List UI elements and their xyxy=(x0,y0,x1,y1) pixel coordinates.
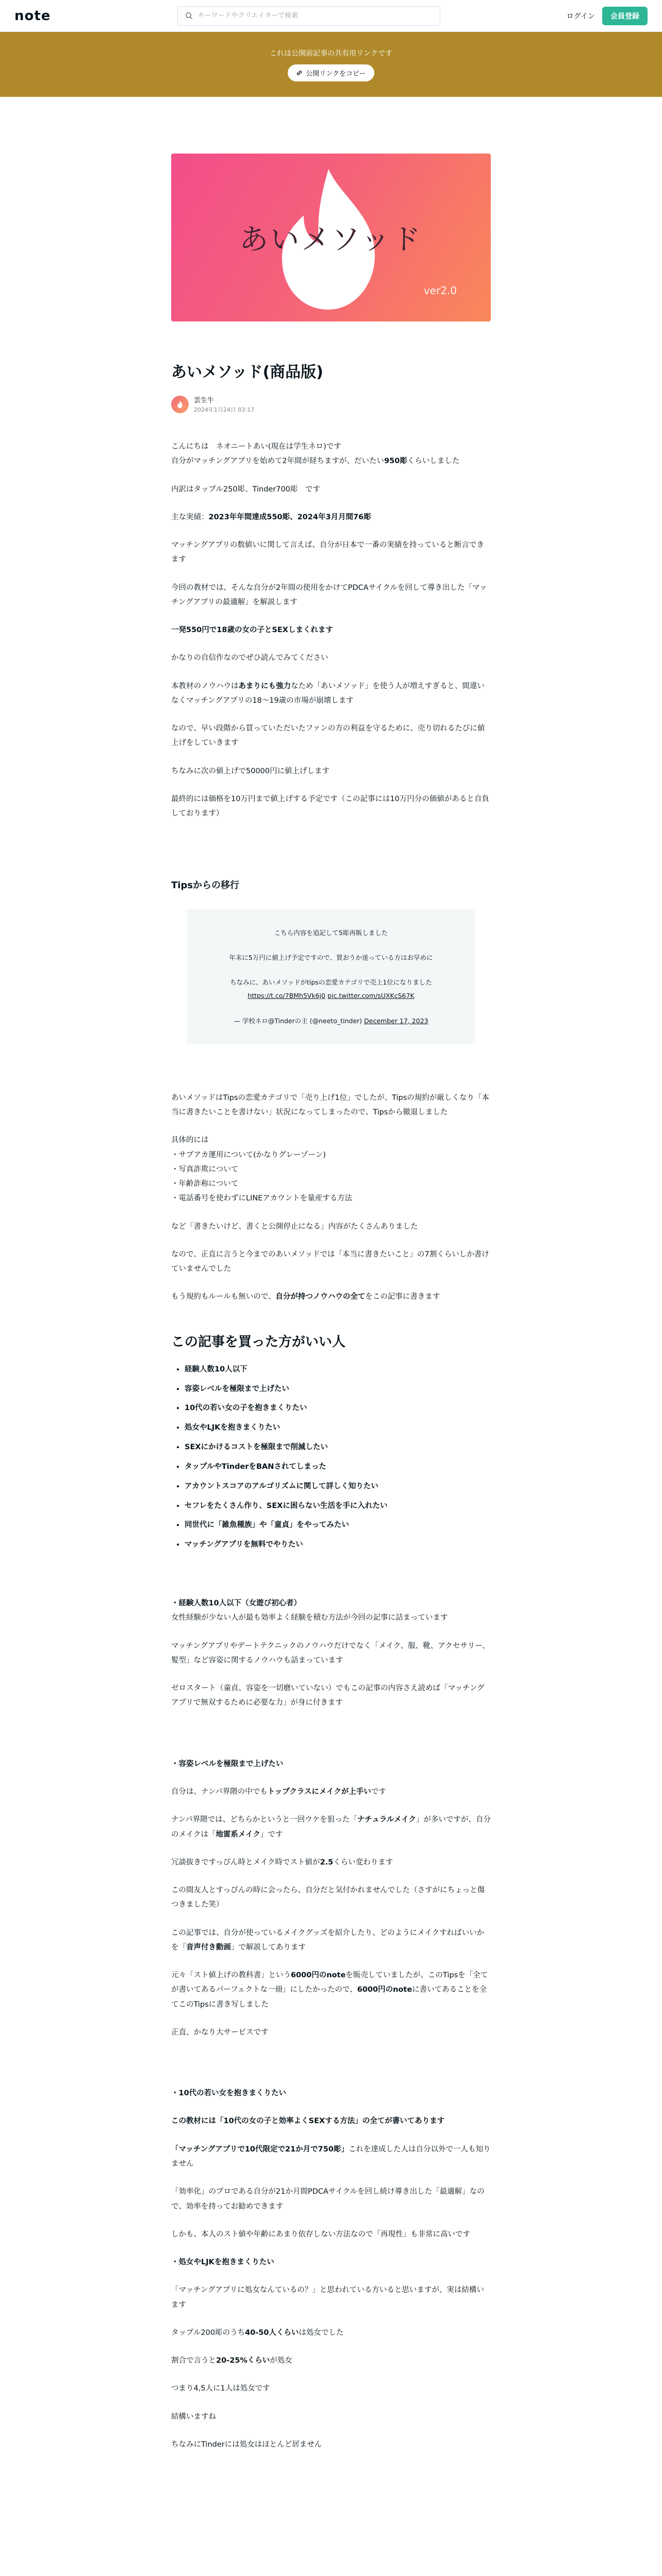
signup-button[interactable]: 会員登録 xyxy=(602,7,648,25)
author-block xyxy=(171,395,491,414)
banner-message: これは公開前記事の共有用リンクです xyxy=(270,49,392,58)
auth-links xyxy=(567,7,648,25)
subsection-heading: ・経験人数10人以下（女遊び初心者） 女性経験が少ない人が最も効率よく経験を積む方法が今回の記事に詰まっています xyxy=(171,1599,448,1622)
paragraph: この教材には「10代の女の子と効率よくSEXする方法」の全てが書いてあります xyxy=(171,2117,445,2126)
list-item: • アカウントスコアのアルゴリズムに関して詳しく知りたい xyxy=(185,1482,491,1492)
hero-image xyxy=(171,154,491,321)
paragraph: マッチングアプリやデートテクニックのノウハウだけでなく「メイク、服、靴、アクセサリー、髪型」など容姿に関するノウハウも話まっています xyxy=(171,1641,490,1665)
article xyxy=(171,97,491,2452)
paragraph: 本教材のノウハウはあまりにも強力なため「あいメソッド」を使う人が増えすぎると、間違いなくマッチングアプリの18〜19歳の市場が崩壊します xyxy=(171,682,485,705)
paragraph: 具体的には ・サブアカ運用について(かなりグレーゾーン) ・写真詐欺について ・年齢詐称について ・電話番号を使わずにLINEアカウントを量産する方法 xyxy=(171,1136,353,1203)
paragraph: 自分は、ナンパ界隈の中でもトップクラスにメイクが上手いです xyxy=(171,1787,386,1796)
search-box[interactable] xyxy=(177,6,440,26)
search-icon xyxy=(185,12,193,20)
paragraph: 「効率化」のプロである自分が21か月間PDCAサイクルを回し続け導き出した「最適解」なので、効率を持ってお勧めできます xyxy=(171,2188,485,2211)
paragraph: 割合で言うと20-25%くらいが処女 xyxy=(171,2357,292,2365)
list-item: • 処女やLJKを抱きまくりたい xyxy=(185,1423,491,1433)
flame-avatar-icon xyxy=(176,400,184,409)
who-list xyxy=(171,1365,491,1550)
paragraph: など「書きたいけど、書くと公開停止になる」内容がたくさんありました xyxy=(171,1222,418,1231)
paragraph: マッチングアプリの数値いに関して言えば、自分が日本で一番の実績を持っていると断言できます xyxy=(171,541,484,564)
tweet-text: ちなみに、あいメソッドがtipsの恋愛カテゴリで売上1位になりました https://t.co/7BMh5Vk6j0 pic.twitter.com/sUXKcS67K xyxy=(230,978,432,1000)
paragraph: もう規約もルールも無いので、自分が持つノウハウの全てをこの記事に書きます xyxy=(171,1293,440,1301)
paragraph: この記事では、自分が使っているメイクグッズを紹介したり、どのようにメイクすればいいかを「音声付き動画」で解説してあります xyxy=(171,1928,485,1952)
paragraph: タップル200彫のうち40-50人くらいは処女でした xyxy=(171,2328,344,2337)
tweet-date-link[interactable]: December 17, 2023 xyxy=(364,1016,428,1025)
article-title: あいメソッド(商品版) xyxy=(171,363,324,381)
avatar[interactable] xyxy=(171,396,189,413)
top-navigation-bar xyxy=(0,0,662,32)
paragraph: つまり4,5人に1人は処女です xyxy=(171,2384,270,2393)
hero-title: あいメソッド xyxy=(239,223,423,257)
paragraph: 今回の教材では、そんな自分が2年間の使用をかけてPDCAサイクルを回して導き出した「マッチングアプリの最適解」を解説します xyxy=(171,583,487,606)
paragraph: なので、正直に言うと今までのあいメソッドでは「本当に書きたいこと」の7割くらいしか書けていませんでした xyxy=(171,1250,489,1274)
list-item: • 10代の若い女の子を抱きまくりたい xyxy=(185,1403,491,1413)
tweet-signature: — 学校ネロ@Tinderの主 (@neeto_tinder) December 17, 2023 xyxy=(234,1016,428,1025)
preview-share-banner xyxy=(0,32,662,97)
paragraph: あいメソッドはTipsの恋愛カテゴリで「売り上げ1位」でしたが、Tipsの規約が厳しくなり「本当に書きたいことを書けない」状況になってしまったので、Tipsから撤退しました xyxy=(171,1093,489,1117)
author-name[interactable]: 雲生牛 xyxy=(194,397,214,404)
list-item: • マッチングアプリを無料でやりたい xyxy=(185,1540,491,1550)
paragraph: 冗談抜きですっぴん時とメイク時でスト値が2.5くらい変わります xyxy=(171,1858,393,1867)
login-link[interactable]: ログイン xyxy=(566,12,595,21)
copy-button-label: 公開リンクをコピー xyxy=(306,70,366,78)
paragraph: 結構いますね xyxy=(171,2412,216,2421)
tweet-image-link[interactable]: pic.twitter.com/sUXKcS67K xyxy=(327,992,415,1000)
subsection-heading: ・処女やLJKを抱きまくりたい xyxy=(171,2258,274,2267)
paragraph: 最終的には価格を10万円まで値上げする予定です（この記事には10万円分の価値があると自負しております） xyxy=(171,794,489,818)
search-input[interactable] xyxy=(198,12,433,20)
list-item: • セフレをたくさん作り、SEXに困らない生活を手に入れたい xyxy=(185,1501,491,1511)
paragraph: しかも、本人のスト値や年齢にあまり依存しない方法なので「再現性」も非常に高いです xyxy=(171,2230,470,2239)
paragraph: この間友人とすっぴんの時に会ったら、自分だと気付かれませんでした（さすがにちょっと傷つきました笑） xyxy=(171,1886,485,1909)
article-body xyxy=(171,439,491,2452)
paragraph: ゼロスタート（童貞、容姿を一切磨いていない）でもこの記事の内容さえ読めば「マッチングアプリで無双するために必要な力」が身に付きます xyxy=(171,1684,485,1707)
paragraph: こんにちは ネオニートあい(現在は学生ネロ)です 自分がマッチングアプリを始めて2年間が経ちますが、だいたい950彫くらいしました xyxy=(171,443,460,466)
publish-date: 2024年1月24日 03:17 xyxy=(194,406,255,413)
link-icon xyxy=(296,70,303,76)
paragraph: 「マッチングアプリで10代限定で21か月で750彫」これを達成した人は自分以外で一人も知りません xyxy=(171,2145,491,2168)
paragraph: ちなみにTinderには処女はほとんど居ません xyxy=(171,2440,322,2449)
paragraph: 元々「スト値上げの教科書」という6000円のnoteを販売していましたが、このTipsを「全てが書いてあるパーフェクトな一冊」にしたかったので、6000円のnoteに書いてあることを全てこのTipsに書き写しました xyxy=(171,1971,488,2009)
section-heading-tips: Tipsからの移行 xyxy=(171,879,240,891)
subsection-heading: ・10代の若い女を抱きまくりたい xyxy=(171,2089,287,2098)
paragraph: 一発550円で18歳の女の子とSEXしまくれます xyxy=(171,626,333,635)
embedded-tweet[interactable] xyxy=(187,909,475,1044)
paragraph: なので、早い段階から買っていただいたファンの方の利益を守るために、売り切れるたびに値上げをしていきます xyxy=(171,724,485,748)
section-heading-who: この記事を買った方がいい人 xyxy=(171,1334,346,1350)
paragraph: 「マッチングアプリに処女なんているの？」と思われている方いると思いますが、実は結構います xyxy=(171,2286,484,2309)
paragraph: ちなみに次の値上げで50000円に値上げします xyxy=(171,767,330,775)
tweet-link[interactable]: https://t.co/7BMh5Vk6j0 xyxy=(247,992,326,1000)
tweet-text: 年末に5万円に値上げ予定ですので、買おうか迷っている方はお早めに xyxy=(229,953,433,961)
list-item: • 容姿レベルを極限まで上げたい xyxy=(185,1384,491,1394)
paragraph: かなりの自信作なのでぜひ読んでみてください xyxy=(171,654,328,663)
paragraph: 内訳はタップル250彫、Tinder700彫 です xyxy=(171,485,320,494)
hero-version: ver2.0 xyxy=(423,284,457,297)
list-item: • SEXにかけるコストを極限まで削減したい xyxy=(185,1443,491,1452)
copy-public-link-button[interactable] xyxy=(288,64,374,81)
paragraph: 正直、かなり大サービスです xyxy=(171,2028,269,2037)
note-logo[interactable]: note xyxy=(14,8,51,24)
list-item: • タップルやTinderをBANされてしまった xyxy=(185,1462,491,1472)
paragraph: 主な実績：2023年年間達成550彫、2024年3月月間76彫 xyxy=(171,513,371,521)
tweet-text: こちら内容を追記して5彫再販しました xyxy=(274,928,388,937)
paragraph: ナンパ界隈では、どちらかというと一回ウケを狙った「ナチュラルメイク」が多いですが、自分のメイクは「地雷系メイク」です xyxy=(171,1816,491,1839)
subsection-heading: ・容姿レベルを極限まで上げたい xyxy=(171,1759,284,1768)
list-item: • 同世代に「雑魚種族」や「童貞」をやってみたい xyxy=(185,1520,491,1530)
list-item: • 経験人数10人以下 xyxy=(185,1365,491,1375)
